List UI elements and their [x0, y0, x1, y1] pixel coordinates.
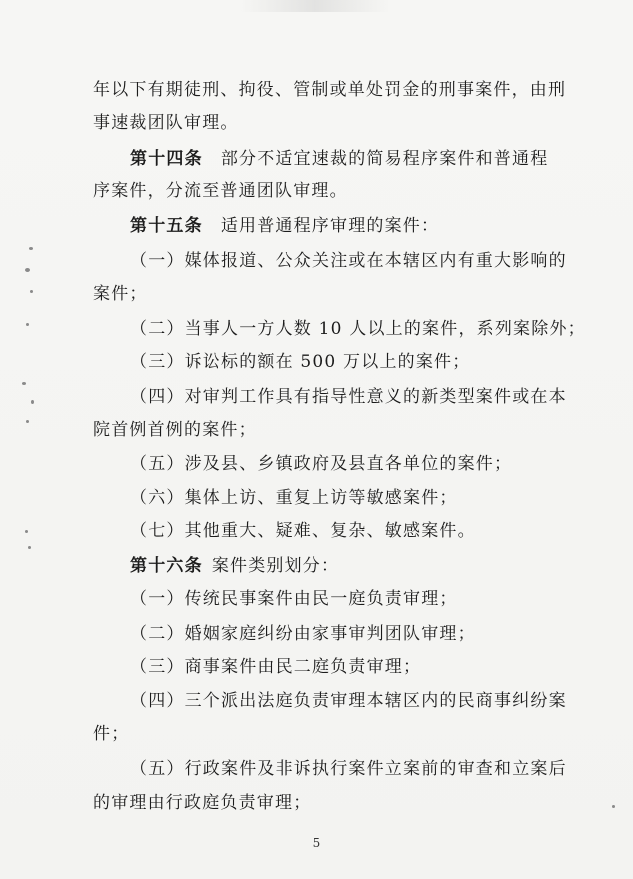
text-line: 院首例首例的案件； — [93, 420, 257, 440]
list-item: （四）三个派出法庭负责审理本辖区内的民商事纠纷案 — [130, 691, 567, 711]
list-item: （三）诉讼标的额在 500 万以上的案件； — [130, 352, 471, 372]
binding-mark — [25, 530, 28, 533]
list-item: （五）行政案件及非诉执行案件立案前的审查和立案后 — [130, 759, 567, 779]
list-item: （二）婚姻家庭纠纷由家事审判团队审理； — [130, 624, 476, 644]
binding-mark — [25, 268, 30, 272]
list-item: （五）涉及县、乡镇政府及县直各单位的案件； — [130, 454, 513, 474]
article-text: 案件类别划分： — [211, 556, 340, 576]
list-item: （三）商事案件由民二庭负责审理； — [130, 657, 422, 677]
binding-mark — [612, 805, 615, 808]
article-15 — [130, 215, 580, 237]
binding-mark — [28, 546, 31, 549]
text-line: 序案件，分流至普通团队审理。 — [93, 181, 348, 201]
page-number: 5 — [312, 836, 321, 850]
article-heading: 第十五条 — [130, 216, 203, 236]
article-heading: 第十四条 — [130, 149, 203, 169]
list-item: （二）当事人一方人数 10 人以上的案件，系列案除外； — [130, 319, 586, 339]
binding-mark — [31, 400, 34, 404]
article-text: 适用普通程序审理的案件： — [220, 216, 440, 236]
binding-mark — [29, 247, 33, 250]
article-heading: 第十六条 — [130, 556, 203, 576]
list-item: （一）传统民事案件由民一庭负责审理； — [130, 589, 458, 609]
binding-mark — [26, 323, 29, 326]
text-line: 的审理由行政庭负责审理； — [93, 793, 312, 813]
list-item: （一）媒体报道、公众关注或在本辖区内有重大影响的 — [130, 251, 567, 271]
list-item: （七）其他重大、疑难、复杂、敏感案件。 — [130, 521, 476, 541]
binding-mark — [30, 290, 33, 293]
article-14 — [130, 148, 580, 170]
binding-mark — [26, 420, 29, 423]
list-item: （四）对审判工作具有指导性意义的新类型案件或在本 — [130, 387, 567, 407]
text-line: 件； — [93, 724, 130, 744]
list-item: （六）集体上访、重复上访等敏感案件； — [130, 488, 458, 508]
binding-mark — [22, 382, 26, 385]
text-line: 事速裁团队审理。 — [93, 113, 239, 133]
article-text: 部分不适宜速裁的简易程序案件和普通程 — [220, 149, 549, 169]
scan-smudge — [240, 0, 390, 12]
text-line: 案件； — [93, 284, 148, 304]
article-16 — [130, 555, 580, 577]
text-line: 年以下有期徒刑、拘役、管制或单处罚金的刑事案件，由刑 — [93, 80, 567, 100]
